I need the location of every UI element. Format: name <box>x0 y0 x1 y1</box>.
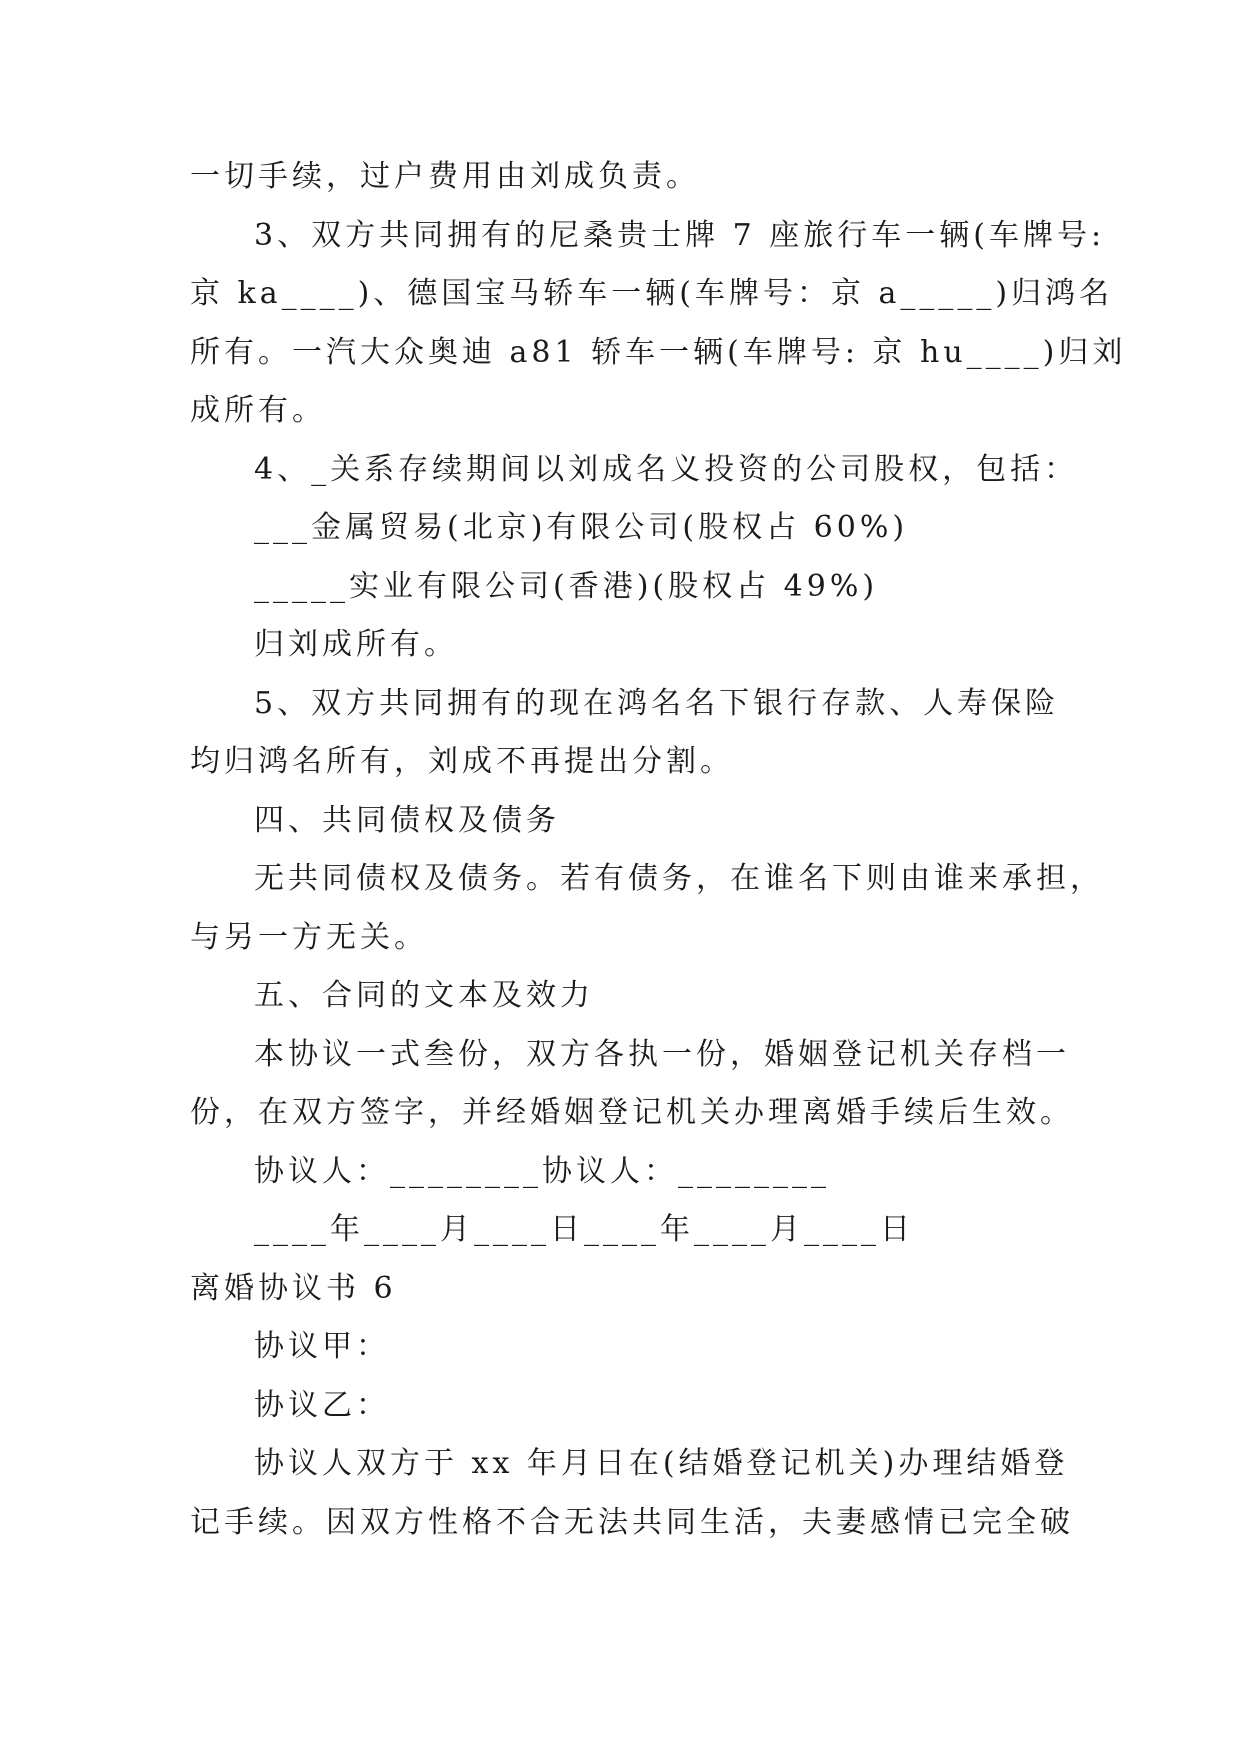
document-body <box>190 148 1127 1552</box>
text-line: 京 ka____)、德国宝马轿车一辆(车牌号：京 a_____)归鸿名 <box>190 276 1114 311</box>
text-line: 4、_关系存续期间以刘成名义投资的公司股权，包括： <box>254 451 1079 487</box>
text-line: 归刘成所有。 <box>254 627 458 662</box>
text-line: 成所有。 <box>190 393 326 428</box>
text-line: 协议人双方于 xx 年月日在(结婚登记机关)办理结婚登 <box>254 1446 1069 1481</box>
text-line: 无共同债权及债务。若有债务，在谁名下则由谁来承担， <box>254 861 1104 896</box>
section-heading: 五、合同的文本及效力 <box>254 978 594 1013</box>
text-line: 3、双方共同拥有的尼桑贵士牌 7 座旅行车一辆(车牌号: <box>254 217 1106 253</box>
text-line: 与另一方无关。 <box>190 919 428 955</box>
party-a-line: 协议甲： <box>254 1329 390 1364</box>
text-line: 所有。一汽大众奥迪 a81 轿车一辆(车牌号: 京 hu____)归刘 <box>190 334 1127 370</box>
text-line: 份，在双方签字，并经婚姻登记机关办理离婚手续后生效。 <box>190 1095 1074 1130</box>
text-line: ___金属贸易(北京)有限公司(股权占 60%) <box>254 510 909 545</box>
text-line: 5、双方共同拥有的现在鸿名名下银行存款、人寿保险 <box>254 685 1060 721</box>
text-line: 本协议一式叁份，双方各执一份，婚姻登记机关存档一 <box>254 1036 1070 1072</box>
text-line: _____实业有限公司(香港)(股权占 49%) <box>254 568 879 604</box>
date-line: ____年____月____日____年____月____日 <box>254 1212 914 1247</box>
signature-line: 协议人：________协议人：________ <box>254 1153 830 1189</box>
party-b-line: 协议乙： <box>254 1387 390 1423</box>
text-line: 均归鸿名所有，刘成不再提出分割。 <box>190 744 734 779</box>
section-heading: 四、共同债权及债务 <box>254 802 560 838</box>
document-title: 离婚协议书 6 <box>190 1270 397 1306</box>
text-line: 记手续。因双方性格不合无法共同生活，夫妻感情已完全破 <box>190 1504 1074 1540</box>
text-line: 一切手续，过户费用由刘成负责。 <box>190 159 700 194</box>
